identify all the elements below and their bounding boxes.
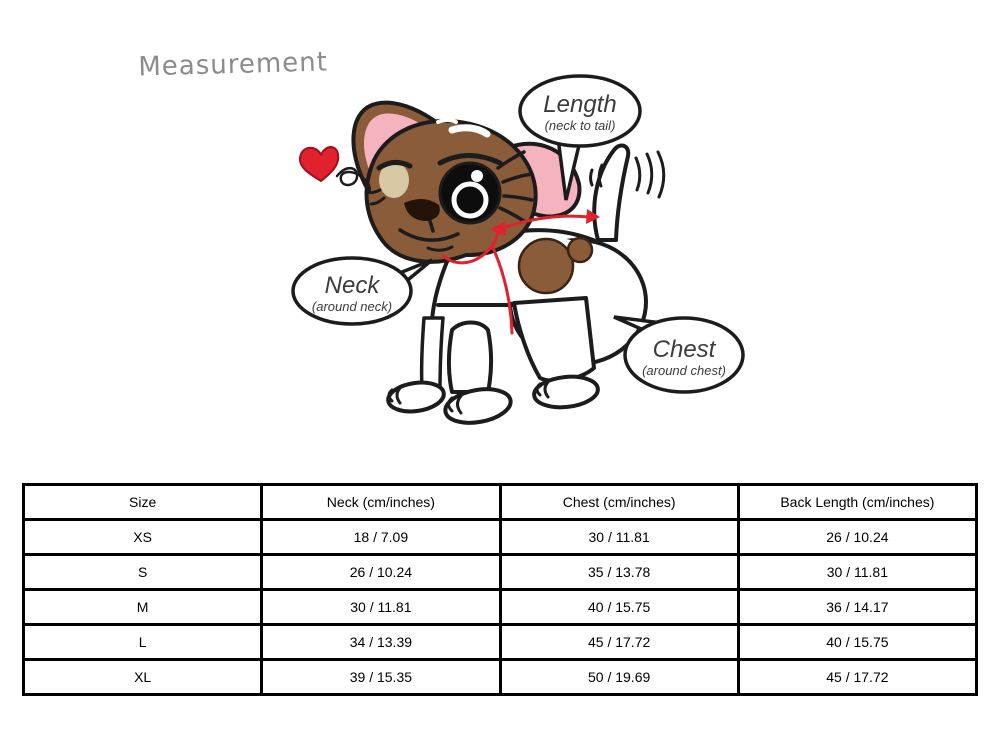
header-cell: Neck (cm/inches) xyxy=(262,485,500,520)
table-row xyxy=(24,555,977,590)
value-cell: 18 / 7.09 xyxy=(262,520,500,555)
length-bubble-label: Length xyxy=(543,91,617,118)
size-cell: S xyxy=(24,555,262,590)
neck-bubble-label: Neck xyxy=(324,272,380,299)
size-cell: XS xyxy=(24,520,262,555)
dog-front-leg-near xyxy=(449,323,491,393)
size-cell: XL xyxy=(24,660,262,695)
table-row xyxy=(24,590,977,625)
value-cell: 34 / 13.39 xyxy=(262,625,500,660)
dog-tail xyxy=(594,145,628,240)
value-cell: 40 / 15.75 xyxy=(500,590,738,625)
value-cell: 45 / 17.72 xyxy=(738,660,976,695)
table-row xyxy=(24,520,977,555)
page-title: Measurement xyxy=(138,47,329,83)
dog-spot-large xyxy=(519,239,573,293)
chest-bubble-sublabel: (around chest) xyxy=(642,363,726,378)
header-cell: Back Length (cm/inches) xyxy=(738,485,976,520)
value-cell: 39 / 15.35 xyxy=(262,660,500,695)
header-cell: Chest (cm/inches) xyxy=(500,485,738,520)
value-cell: 26 / 10.24 xyxy=(738,520,976,555)
header-row xyxy=(24,485,977,520)
size-table xyxy=(22,483,978,696)
chest-bubble-label: Chest xyxy=(652,336,716,363)
neck-bubble xyxy=(293,258,432,324)
table-row xyxy=(24,660,977,695)
value-cell: 36 / 14.17 xyxy=(738,590,976,625)
value-cell: 50 / 19.69 xyxy=(500,660,738,695)
value-cell: 35 / 13.78 xyxy=(500,555,738,590)
dog-hind-leg xyxy=(514,298,594,381)
value-cell: 45 / 17.72 xyxy=(500,625,738,660)
neck-bubble-sublabel: (around neck) xyxy=(311,299,393,314)
value-cell: 30 / 11.81 xyxy=(738,555,976,590)
dog-spot-small xyxy=(568,238,592,262)
value-cell: 40 / 15.75 xyxy=(738,625,976,660)
dog-front-paw-far xyxy=(386,379,445,415)
heart-icon xyxy=(300,147,338,181)
table-row xyxy=(24,625,977,660)
value-cell: 30 / 11.81 xyxy=(262,590,500,625)
value-cell: 30 / 11.81 xyxy=(500,520,738,555)
length-bubble-sublabel: (neck to tail) xyxy=(544,118,616,133)
size-cell: M xyxy=(24,590,262,625)
size-table-body xyxy=(24,520,977,695)
dog-front-leg-far xyxy=(422,318,443,390)
header-cell: Size xyxy=(24,485,262,520)
value-cell: 26 / 10.24 xyxy=(262,555,500,590)
size-table-container xyxy=(22,483,978,696)
size-table-head xyxy=(24,485,977,520)
size-cell: L xyxy=(24,625,262,660)
